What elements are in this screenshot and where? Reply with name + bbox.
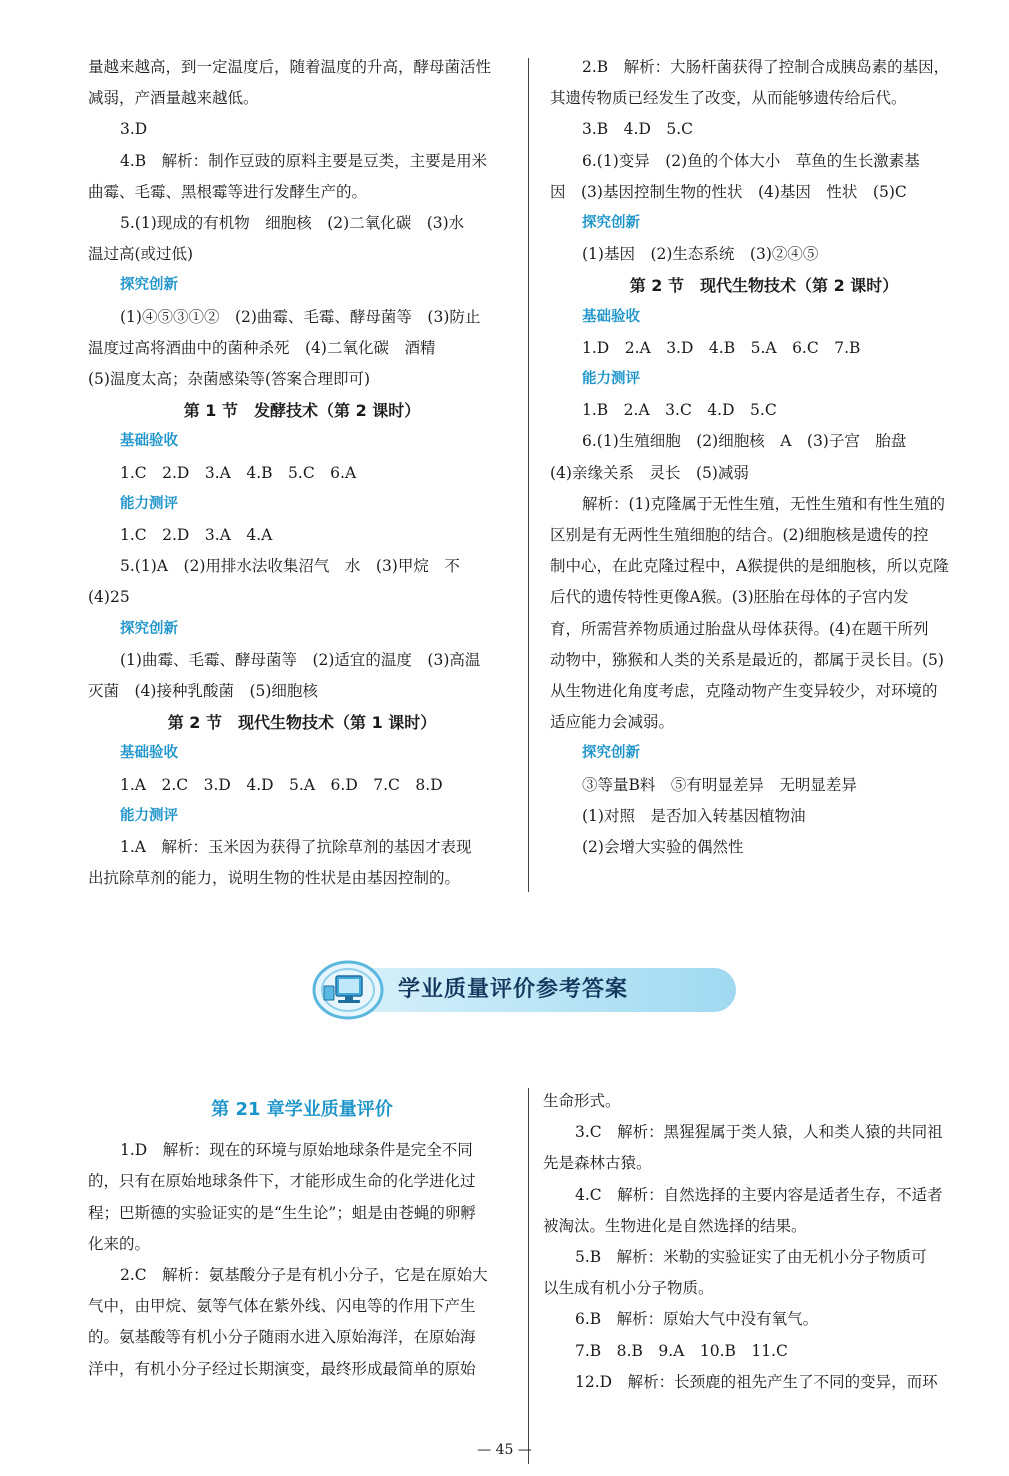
answer-line: 1.D 2.A 3.D 4.B 5.A 6.C 7.B [582,338,861,357]
explanation-line: 5.B 解析：米勒的实验证实了由无机小分子物质可 [575,1248,927,1267]
section-banner [310,958,740,1020]
basic-label: 基础验收 [582,308,640,325]
text-line: 减弱，产酒量越来越低。 [88,89,259,108]
answer-line: 3.B 4.D 5.C [582,120,694,139]
section-title: 第 2 节 现代生物技术（第 1 课时） [167,713,437,733]
explanation-line: 育，所需营养物质通过胎盘从母体获得。(4)在题干所列 [550,619,929,638]
answer-line: 6.(1)生殖细胞 (2)细胞核 A (3)子宫 胎盘 [582,432,907,451]
answer-line: 温度过高将酒曲中的菌种杀死 (4)二氧化碳 酒精 [88,338,436,357]
answer-line: 1.A 2.C 3.D 4.D 5.A 6.D 7.C 8.D [120,775,443,794]
answer-line: 出抗除草剂的能力，说明生物的性状是由基因控制的。 [88,869,461,888]
explanation-line: 3.C 解析：黑猩猩属于类人猿，人和类人猿的共同祖 [575,1123,943,1142]
answer-line: 灭菌 (4)接种乳酸菌 (5)细胞核 [88,682,318,701]
basic-label: 基础验收 [120,433,178,450]
column-divider [528,1088,529,1464]
answer-line: 曲霉、毛霉、黑根霉等进行发酵生产的。 [88,182,368,201]
section-title: 第 1 节 发酵技术（第 2 课时） [183,401,421,421]
top-right-column [550,52,978,863]
explanation-line: 解析：(1)克隆属于无性生殖，无性生殖和有性生殖的 [582,494,945,513]
explore-label: 探究创新 [582,745,640,762]
explanation-line: 气中，由甲烷、氨等气体在紫外线、闪电等的作用下产生 [88,1297,476,1316]
answer-line: (5)温度太高；杂菌感染等(答案合理即可) [88,370,371,389]
answer-line: 6.(1)变异 (2)鱼的个体大小 草鱼的生长激素基 [582,151,920,170]
explore-label: 探究创新 [120,620,178,637]
ability-label: 能力测评 [582,371,640,388]
section-title: 第 2 节 现代生物技术（第 2 课时） [629,276,899,296]
explanation-line: 被淘汰。生物进化是自然选择的结果。 [543,1216,807,1235]
answer-line: (2)会增大实验的偶然性 [582,838,744,857]
explanation-line: 化来的。 [88,1234,151,1253]
explanation-line: 动物中，猕猴和人类的关系是最近的，都属于灵长目。(5) [550,650,944,669]
banner-title: 学业质量评价参考答案 [398,977,629,1002]
answer-line: 7.B 8.B 9.A 10.B 11.C [575,1341,788,1360]
explanation-line: 的，只有在原始地球条件下，才能形成生命的化学进化过 [88,1172,476,1191]
explanation-line: 制中心，在此克隆过程中，A猴提供的是细胞核，所以克隆 [550,557,949,576]
ability-label: 能力测评 [120,495,178,512]
answer-line: 1.A 解析：玉米因为获得了抗除草剂的基因才表现 [120,838,472,857]
explore-label: 探究创新 [120,277,178,294]
column-divider [528,58,529,892]
explanation-line: 12.D 解析：长颈鹿的祖先产生了不同的变异，而环 [575,1372,938,1391]
explanation-line: 洋中，有机小分子经过长期演变，最终形成最简单的原始 [88,1359,476,1378]
answer-line: (1)曲霉、毛霉、酵母菌等 (2)适宜的温度 (3)高温 [120,650,481,669]
explanation-line: 区别是有无两性生殖细胞的结合。(2)细胞核是遗传的控 [550,526,929,545]
answer-line: 温过高(或过低) [88,245,194,264]
computer-icon [310,958,394,1020]
answer-line: 因 (3)基因控制生物的性状 (4)基因 性状 (5)C [550,182,907,201]
answer-line: 5.(1)A (2)用排水法收集沼气 水 (3)甲烷 不 [120,557,460,576]
explanation-line: 6.B 解析：原始大气中没有氧气。 [575,1310,819,1329]
answer-line: (1)基因 (2)生态系统 (3)②④⑤ [582,245,819,264]
text-line: 量越来越高，到一定温度后，随着温度的升高，酵母菌活性 [88,58,492,76]
bottom-right-column [543,1086,975,1398]
answer-line: 4.B 解析：制作豆豉的原料主要是豆类，主要是用米 [120,151,488,170]
answer-line: 1.C 2.D 3.A 4.B 5.C 6.A [120,463,357,482]
answer-line: ③等量B料 ⑤有明显差异 无明显差异 [582,775,857,794]
top-left-column [88,52,516,894]
explanation-line: 适应能力会减弱。 [550,713,675,732]
page-number: — 45 — [477,1442,532,1458]
explanation-line: 2.C 解析：氨基酸分子是有机小分子，它是在原始大 [120,1266,488,1285]
explanation-line: 程；巴斯德的实验证实的是“生生论”；蛆是由苍蝇的卵孵 [88,1203,476,1222]
explanation-line: 先是森林古猿。 [543,1154,652,1173]
answer-line: 5.(1)现成的有机物 细胞核 (2)二氧化碳 (3)水 [120,214,465,233]
chapter-title: 第 21 章学业质量评价 [211,1099,393,1120]
explore-label: 探究创新 [582,215,640,232]
explanation-line: 生命形式。 [543,1092,621,1110]
explanation-line: 从生物进化角度考虑，克隆动物产生变异较少，对环境的 [550,682,938,701]
answer-line: 1.C 2.D 3.A 4.A [120,526,273,545]
answer-line: 其遗传物质已经发生了改变，从而能够遗传给后代。 [550,89,907,108]
bottom-left-column [88,1094,516,1385]
answer-line: (4)亲缘关系 灵长 (5)减弱 [550,463,749,482]
answer-line: 2.B 解析：大肠杆菌获得了控制合成胰岛素的基因， [582,58,950,76]
basic-label: 基础验收 [120,745,178,762]
explanation-line: 的。氨基酸等有机小分子随雨水进入原始海洋，在原始海 [88,1328,476,1347]
explanation-line: 以生成有机小分子物质。 [543,1279,714,1298]
explanation-line: 后代的遗传特性更像A猴。(3)胚胎在母体的子宫内发 [550,588,909,607]
answer-line: (4)25 [88,588,130,607]
answer-line: (1)对照 是否加入转基因植物油 [582,806,806,825]
ability-label: 能力测评 [120,807,178,824]
answer-line: 3.D [120,120,148,139]
explanation-line: 4.C 解析：自然选择的主要内容是适者生存，不适者 [575,1185,943,1204]
answer-line: (1)④⑤③①② (2)曲霉、毛霉、酵母菌等 (3)防止 [120,307,481,326]
answer-line: 1.B 2.A 3.C 4.D 5.C [582,401,777,420]
explanation-line: 1.D 解析：现在的环境与原始地球条件是完全不同 [120,1141,473,1160]
